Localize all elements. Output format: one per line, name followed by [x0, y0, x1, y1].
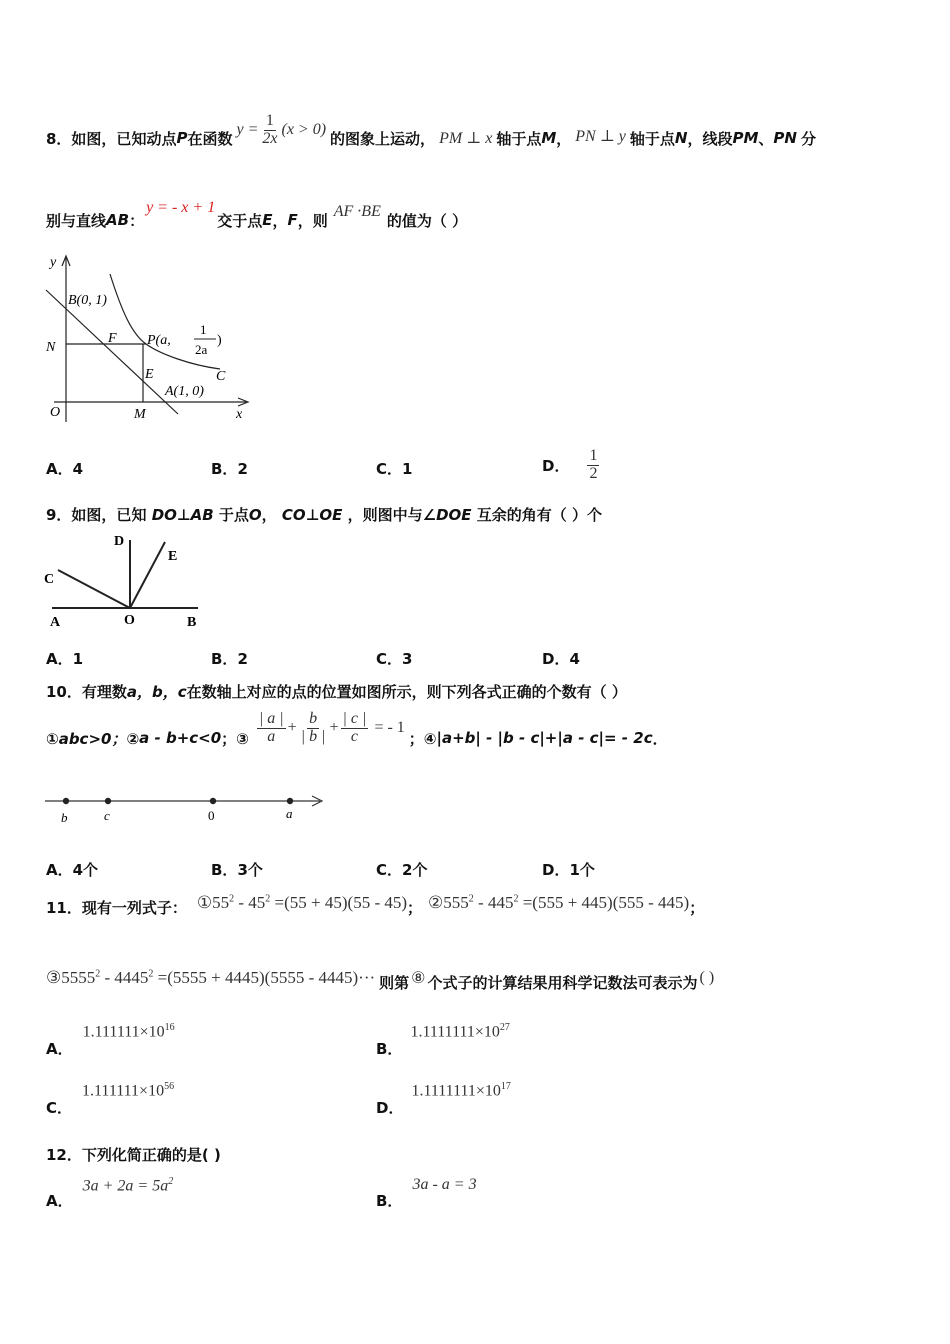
q8-var-ab: AB [106, 211, 130, 229]
q10-option-b-value: 3个 [237, 861, 263, 879]
q8-var-p: P [176, 129, 188, 147]
q8-option-d[interactable] [542, 443, 601, 487]
q10-equals: = - 1 [374, 719, 405, 736]
q8-option-d-num: 1 [589, 446, 598, 464]
q9-do: DO [151, 506, 177, 524]
q8-func-den: 2x [262, 129, 278, 147]
q10-option-b[interactable] [211, 859, 263, 880]
q9-stem [46, 504, 602, 525]
q8-label-a: A(1, 0) [165, 384, 204, 399]
q9-label-a: A [50, 615, 61, 630]
q8-label-n: N [46, 340, 56, 355]
q9-label-c: C [44, 572, 55, 587]
q8-label-o: O [50, 405, 61, 420]
q8-seg-pn: PN [773, 129, 797, 147]
q11-option-c-label: C． [46, 1099, 73, 1117]
q8-label-m: M [134, 407, 146, 422]
q10-option-a-label: A． [46, 861, 73, 879]
q9-stem-c: ，则图中与∠ [347, 506, 437, 524]
q10-label-a: a [286, 806, 293, 821]
q12-option-a-expr: $3a + 2a = 5a^2$ [82, 1176, 174, 1195]
q8-option-d-label: D． [542, 456, 570, 475]
q11-option-a[interactable] [46, 1022, 175, 1059]
q8-option-d-den: 2 [589, 464, 598, 482]
q11-expr-2: $②555^2 - 445^2 =(555 + 445)(555 - 445)$ [428, 893, 690, 912]
q8-stem-c: 的图象上运动， [330, 129, 436, 148]
q8-function [236, 113, 326, 148]
q8-label-b: B(0, 1) [68, 293, 107, 308]
q8-label-p-den: 2a [195, 342, 208, 357]
q9-co: CO [281, 506, 306, 524]
q10-frac-3 [341, 711, 369, 746]
q11-line2 [46, 965, 714, 999]
q11-option-d[interactable] [376, 1081, 511, 1118]
q10-frac-1-num: | a | [258, 709, 284, 727]
q8-var-m: M [541, 129, 557, 147]
q9-stem-d: 互余的角有（ ）个 [476, 506, 603, 524]
q9-perp1: ⊥ [176, 506, 191, 524]
q9-option-c-value: 3 [402, 650, 413, 668]
q9-oe: OE [319, 506, 343, 524]
q8-option-a[interactable] [46, 458, 83, 479]
q11-option-b-expr: $1.1111111\times 10^{27}$ [410, 1022, 510, 1041]
q11-option-b-label: B． [376, 1040, 403, 1058]
q8-label-p: P(a, [147, 333, 171, 348]
q8-line-expr: y = - x + 1 [146, 199, 216, 216]
q9-option-a-label: A． [46, 650, 73, 668]
q8-option-c[interactable] [376, 458, 412, 479]
q9-stem-b: 于点 [218, 506, 249, 524]
q8-func-lhs: y = [236, 121, 259, 138]
q12-option-b-label: B． [376, 1192, 403, 1210]
q8-line2 [46, 200, 467, 240]
q9-doe: DOE [436, 506, 472, 524]
q9-option-a-value: 1 [72, 650, 84, 668]
q12-option-a[interactable] [46, 1176, 173, 1211]
q11-line1 [46, 890, 704, 924]
q8-option-b-value: 2 [237, 460, 248, 478]
q8-sep1: ， [556, 129, 572, 148]
q8-line2-colon: ： [129, 211, 145, 230]
q10-option-c-value: 2个 [402, 861, 428, 879]
q10-s5: |a+b| - |b - c|+|a - c|= - 2c [436, 729, 653, 747]
q8-func-num: 1 [265, 111, 274, 129]
q8-label-f: F [108, 331, 117, 346]
q8-label-x: x [236, 407, 243, 422]
q11-option-a-expr: $1.111111\times 10^{16}$ [82, 1022, 175, 1041]
q8-label-c: C [216, 369, 226, 384]
q9-o: O [248, 506, 262, 524]
q8-option-c-value: 1 [402, 460, 413, 478]
q10-label-zero: 0 [208, 808, 215, 823]
q11-option-c[interactable] [46, 1081, 174, 1118]
q11-option-b[interactable] [376, 1022, 510, 1059]
q10-point-b [63, 798, 69, 804]
q12-option-a-label: A． [46, 1192, 73, 1210]
q10-frac-2 [299, 711, 328, 746]
q11-eighth: ⑧ [411, 970, 426, 987]
q10-frac-2-num: b [309, 709, 318, 727]
q8-option-d-fraction [587, 448, 599, 483]
q8-var-e: E [262, 211, 273, 229]
q9-option-c[interactable] [376, 648, 412, 669]
q8-option-a-label: A． [46, 460, 73, 478]
q10-option-a-value: 4个 [72, 861, 99, 879]
q8-option-c-label: C． [376, 460, 403, 478]
q11-option-c-expr: $1.111111\times 10^{56}$ [82, 1081, 175, 1100]
q8-line2-d: ，则 [297, 211, 328, 230]
q10-s3: ；③ [221, 729, 249, 748]
q8-pm-expr: PM ⊥ x [439, 130, 493, 147]
q9-option-a[interactable] [46, 648, 83, 669]
q8-func-fraction [260, 113, 279, 148]
q8-stem-b: 在函数 [187, 129, 233, 148]
q8-label-e: E [145, 367, 154, 382]
q10-s2: a - b+c<0 [139, 729, 222, 747]
q9-option-b-label: B． [211, 650, 238, 668]
q10-option-c[interactable] [376, 859, 427, 880]
q9-option-b-value: 2 [237, 650, 248, 668]
q8-stem-f: ，线段 [687, 129, 733, 148]
q8-line2-a: 别与直线 [46, 211, 107, 230]
q10-label-c: c [104, 808, 110, 823]
q9-ray-oc [58, 570, 130, 608]
q8-var-f: F [287, 211, 298, 229]
q10-point-a [287, 798, 293, 804]
q8-stem-g: 分 [800, 129, 816, 148]
q8-label-p-close: ) [217, 333, 222, 348]
q8-func-cond: (x > 0) [281, 121, 327, 138]
q9-option-b[interactable] [211, 648, 248, 669]
q10-number-line [40, 788, 330, 828]
q9-label-o: O [124, 613, 135, 628]
q11-paren: ( ) [699, 969, 715, 986]
q10-s1: ①abc>0；② [46, 729, 140, 748]
q11-stem: 11．现有一列式子： [46, 898, 187, 917]
q8-option-b[interactable] [211, 458, 248, 479]
q9-sep: ， [261, 506, 277, 524]
q10-option-d[interactable] [542, 859, 595, 880]
q11-semi-1: ； [407, 898, 423, 917]
q10-point-zero [210, 798, 216, 804]
q11-option-d-label: D． [376, 1099, 404, 1117]
q8-line1 [46, 108, 816, 168]
q10-option-b-label: B． [211, 861, 238, 879]
q12-stem: 12．下列化简正确的是( ) [46, 1146, 221, 1164]
q9-label-b: B [187, 615, 197, 630]
q8-seg-sep: 、 [758, 129, 774, 148]
q10-stem-b: 在数轴上对应的点的位置如图所示，则下列各式正确的个数有（ ） [186, 683, 627, 701]
q11-semi-2: ； [689, 898, 705, 917]
q12-option-b[interactable] [376, 1176, 477, 1211]
q10-option-c-label: C． [376, 861, 403, 879]
q8-figure [40, 252, 260, 427]
q9-label-e: E [168, 549, 178, 564]
q8-label-y: y [50, 255, 57, 270]
q10-option-d-label: D． [542, 861, 570, 879]
q10-frac-2-den: | b | [300, 727, 326, 745]
q10-point-c [105, 798, 111, 804]
q8-stem-e: 轴于点 [629, 129, 675, 148]
q8-product: AF ·BE [333, 203, 381, 220]
q10-fraction-expr [255, 711, 405, 746]
q8-line2-b: 交于点 [217, 211, 263, 230]
q9-option-d-value: 4 [569, 650, 580, 668]
q10-frac-1 [257, 711, 286, 746]
q8-var-n: N [674, 129, 688, 147]
q10-plus-2: + [329, 719, 339, 736]
q11-option-a-label: A． [46, 1040, 73, 1058]
q11-stem2: 则第 [379, 973, 410, 992]
q10-vars: a，b，c [126, 683, 187, 701]
q9-figure [40, 530, 215, 630]
q10-option-d-value: 1个 [569, 861, 595, 879]
q8-line2-e: 的值为（ ） [386, 211, 468, 230]
q11-expr-3: ③5555$^2$ - $4445^2 =(5555 + 4445)(5555 - 4445)\cdot\cdot\cdot$ [46, 968, 376, 987]
q8-pn-expr: PN ⊥ y [575, 128, 626, 145]
q10-option-a[interactable] [46, 859, 98, 880]
q11-option-d-expr: $1.1111111\times 10^{17}$ [411, 1081, 511, 1100]
q8-label-p-num: 1 [200, 322, 207, 337]
q10-stem [46, 681, 627, 702]
q8-option-b-label: B． [211, 460, 238, 478]
q9-perp2: ⊥ [305, 506, 320, 524]
q8-seg-pm: PM [732, 129, 759, 147]
q10-label-b: b [61, 810, 68, 825]
q10-frac-3-den: c [350, 727, 359, 745]
q10-frac-3-num: | c | [342, 709, 367, 727]
q9-option-d-label: D． [542, 650, 570, 668]
q10-stem-a: 10．有理数 [46, 683, 127, 701]
q9-stem-a: 9．如图，已知 [46, 506, 147, 524]
q8-option-a-value: 4 [72, 460, 84, 478]
q9-option-c-label: C． [376, 650, 403, 668]
q12-option-b-expr: 3a - a = 3 [412, 1176, 477, 1193]
q10-statements [46, 709, 668, 764]
q8-line2-c: ， [272, 211, 288, 230]
q9-option-d[interactable] [542, 648, 580, 669]
q10-s4: ；④ [408, 729, 437, 748]
q9-label-d: D [114, 534, 125, 549]
q8-stem-a: 8．如图，已知动点 [46, 129, 177, 148]
q11-expr-1: $①55^2 - 45^2 =(55 + 45)(55 - 45)$ [196, 893, 408, 912]
q10-frac-1-den: a [267, 727, 276, 745]
q9-ray-oe [130, 542, 165, 608]
q11-stem3: 个式子的计算结果用科学记数法可表示为 [427, 973, 698, 992]
q9-ab: AB [190, 506, 214, 524]
q8-stem-d: 轴于点 [496, 129, 542, 148]
q10-s6: ． [652, 729, 668, 748]
q10-plus-1: + [287, 719, 297, 736]
